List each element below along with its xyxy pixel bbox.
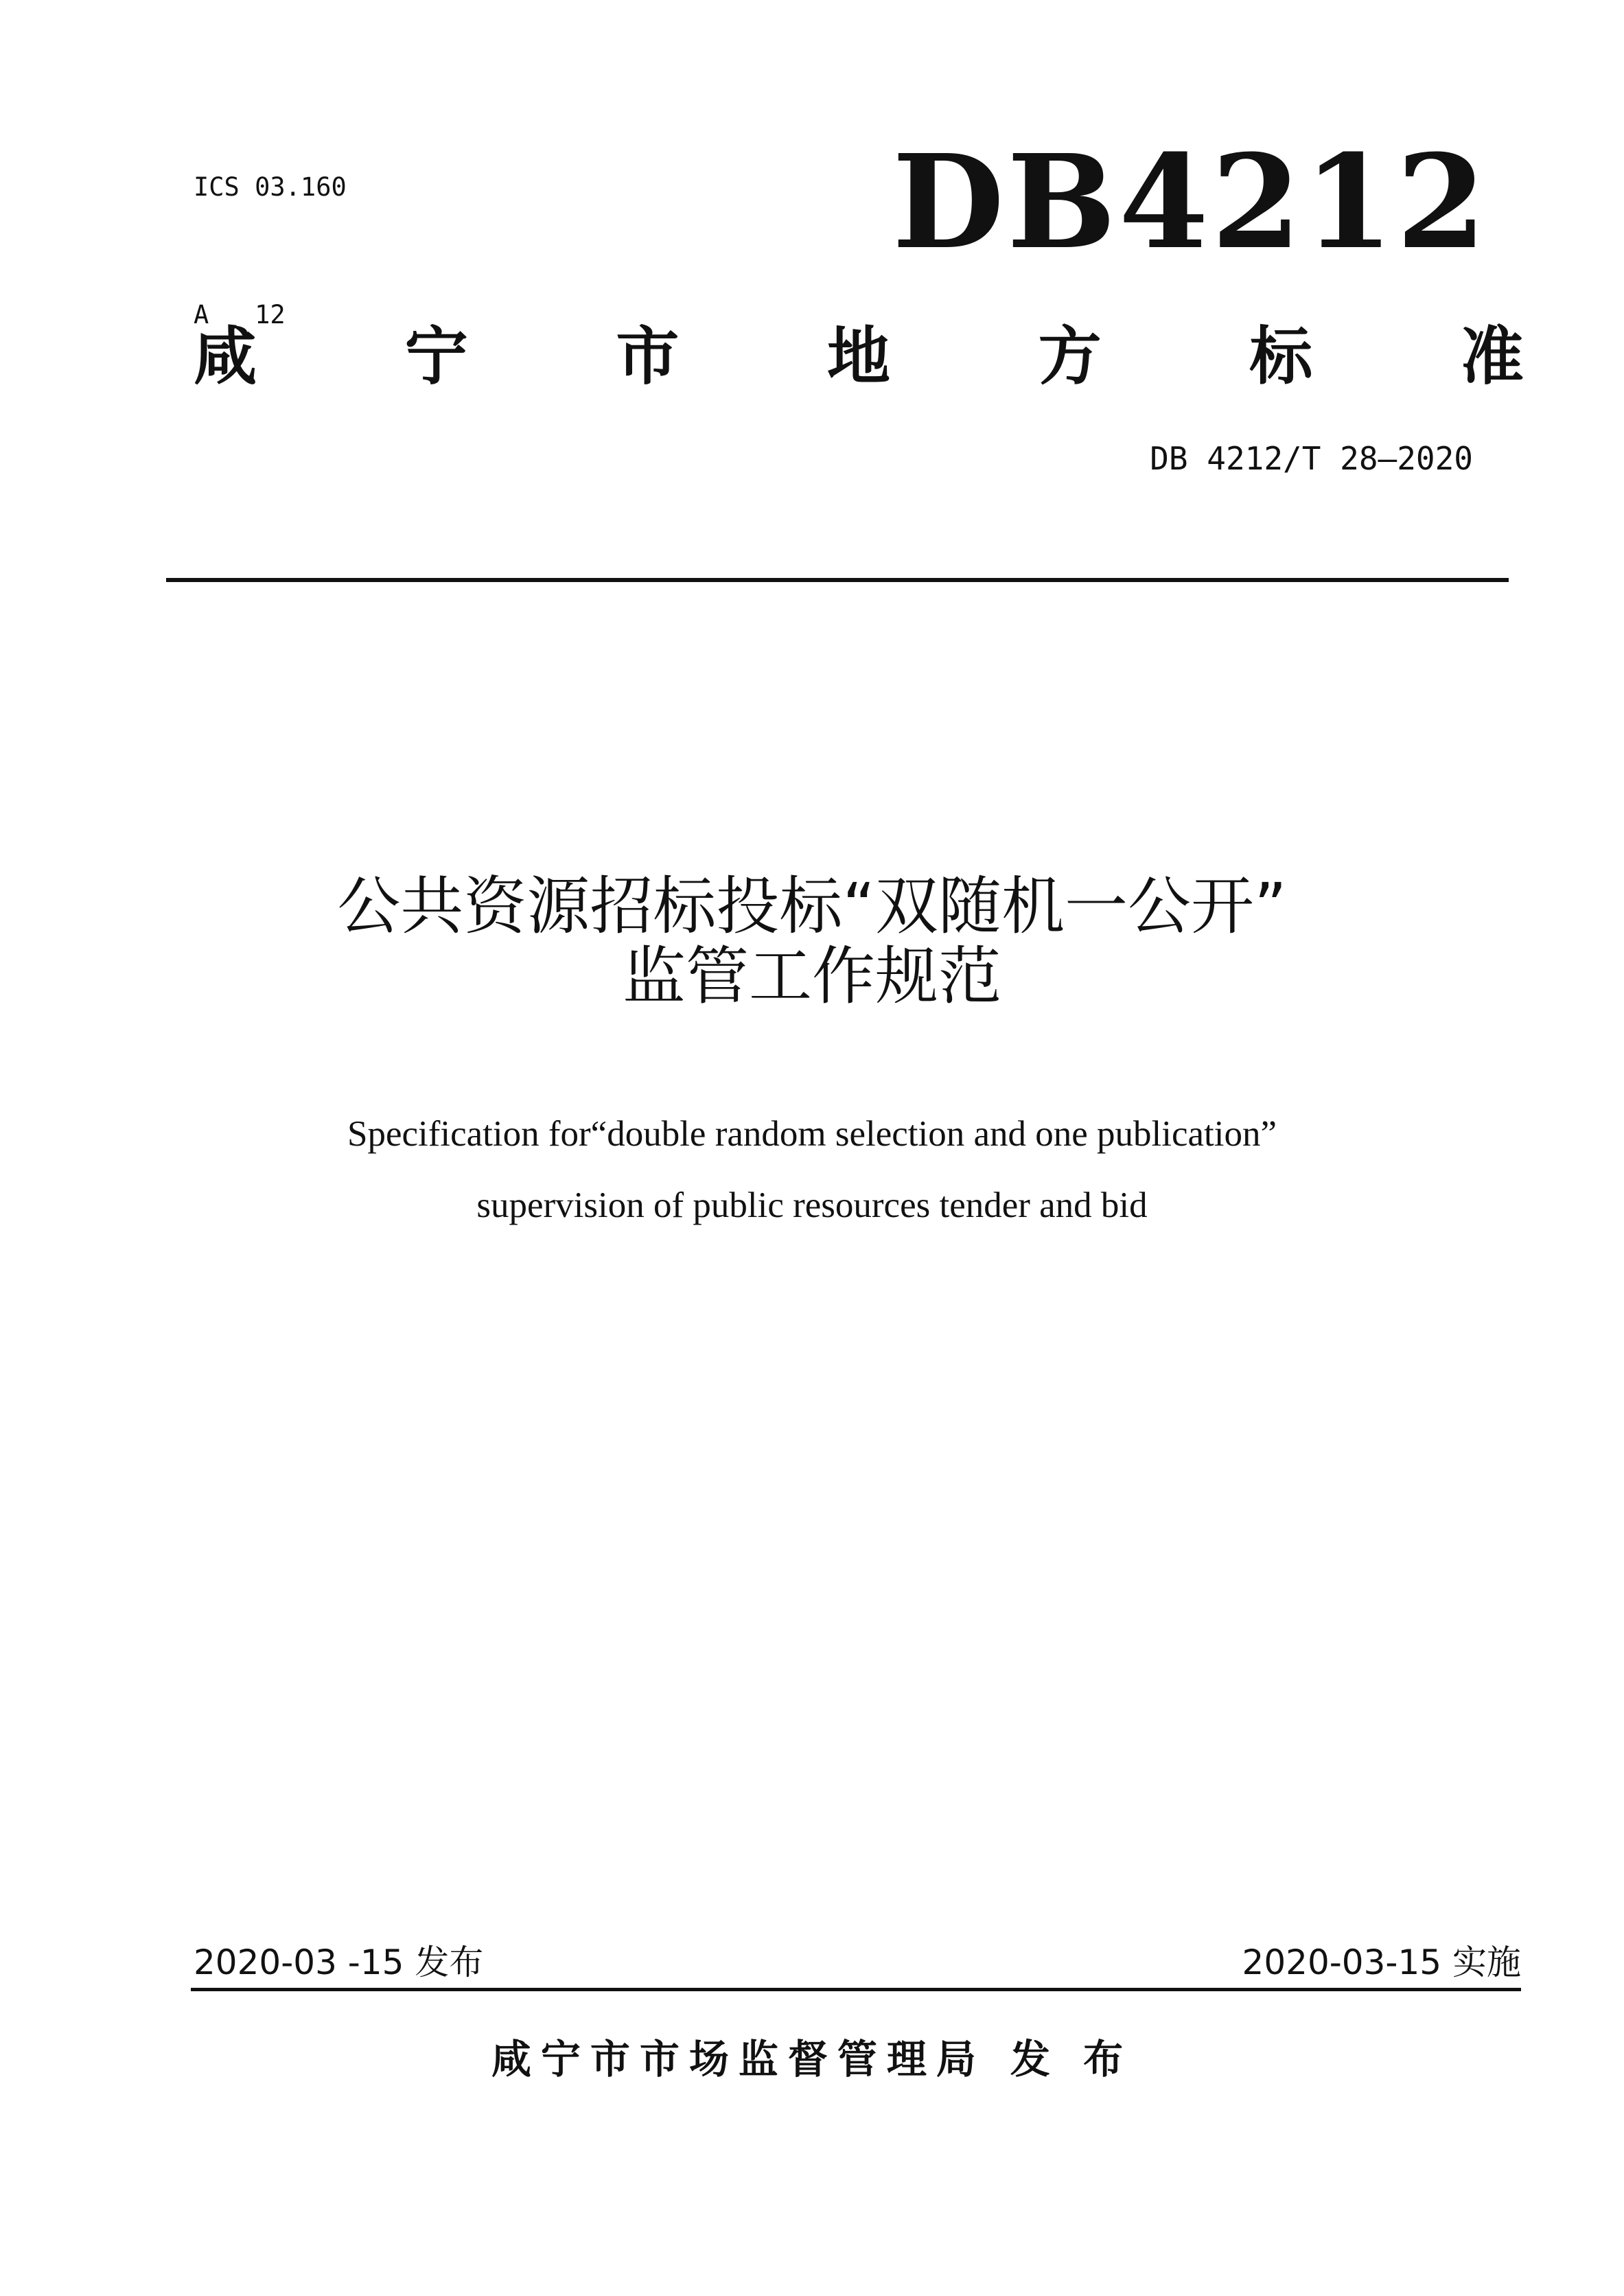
- standard-type-char: 市: [616, 320, 680, 393]
- standard-type-char: 标: [1249, 320, 1313, 393]
- top-divider: [166, 578, 1509, 582]
- standard-number: DB 4212/T 28—2020: [1150, 440, 1473, 477]
- standard-type-heading: [194, 316, 1524, 398]
- english-title-line-1: Specification for“double random selection and one publication”: [347, 1114, 1277, 1154]
- standard-type-char: 准: [1460, 320, 1524, 393]
- publisher-suffix: 发 布: [1010, 2036, 1133, 2083]
- ics-code: ICS 03.160: [194, 172, 347, 202]
- chinese-title: [0, 872, 1624, 1012]
- chinese-title-line-1: 公共资源招标投标“双随机一公开”: [337, 870, 1287, 943]
- implementation-date: 2020-03-15 实施: [1242, 1943, 1521, 1982]
- ccs-code: A 12: [194, 300, 286, 329]
- standard-type-char: 方: [1038, 320, 1102, 393]
- bottom-divider: [191, 1988, 1521, 1991]
- publisher-name: 咸宁市市场监督管理局: [491, 2036, 986, 2083]
- publisher-line: [0, 2032, 1624, 2087]
- english-title-line-2: supervision of public resources tender and bid: [476, 1185, 1148, 1225]
- standard-type-char: 咸: [194, 320, 257, 393]
- standard-type-char: 地: [826, 320, 890, 393]
- chinese-title-line-2: 监管工作规范: [622, 940, 1001, 1013]
- english-title: [0, 1098, 1624, 1241]
- standard-type-char: 宁: [404, 320, 468, 393]
- release-date: 2020-03 -15 发布: [194, 1943, 484, 1982]
- standard-code-mark: DB4212: [892, 126, 1489, 278]
